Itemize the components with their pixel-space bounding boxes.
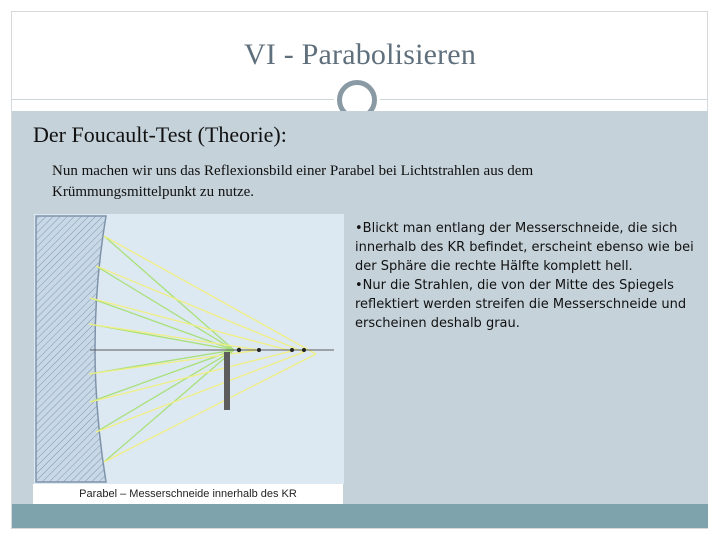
- bullet-item: •Nur die Strahlen, die von der Mitte des Spiegels reflektiert werden streifen die Messerschneide und erscheinen deshalb grau.: [355, 278, 687, 331]
- slide-heading: Der Foucault-Test (Theorie):: [33, 122, 287, 147]
- incident-rays: [89, 236, 234, 462]
- intro-text: Nun machen wir uns das Reflexionsbild einer Parabel bei Lichtstrahlen aus dem Krümmungsmittelpunkt zu nutze.: [52, 163, 534, 200]
- bullet-item: •Blickt man entlang der Messerschneide, die sich innerhalb des KR befindet, erscheint ebenso wie bei der Sphäre die rechte Hälfte komplett hell.: [355, 221, 694, 274]
- bullet-list: [355, 219, 695, 333]
- reflected-rays: [89, 236, 316, 462]
- slide-title: VI - Parabolisieren: [243, 38, 477, 71]
- figure-caption: Parabel – Messerschneide innerhalb des KR: [33, 484, 343, 504]
- parabola-diagram: [34, 214, 344, 484]
- knife-edge: [224, 352, 230, 410]
- footer-band: [12, 504, 708, 528]
- parabola-diagram-svg: [34, 214, 344, 484]
- mirror-body: [36, 216, 106, 482]
